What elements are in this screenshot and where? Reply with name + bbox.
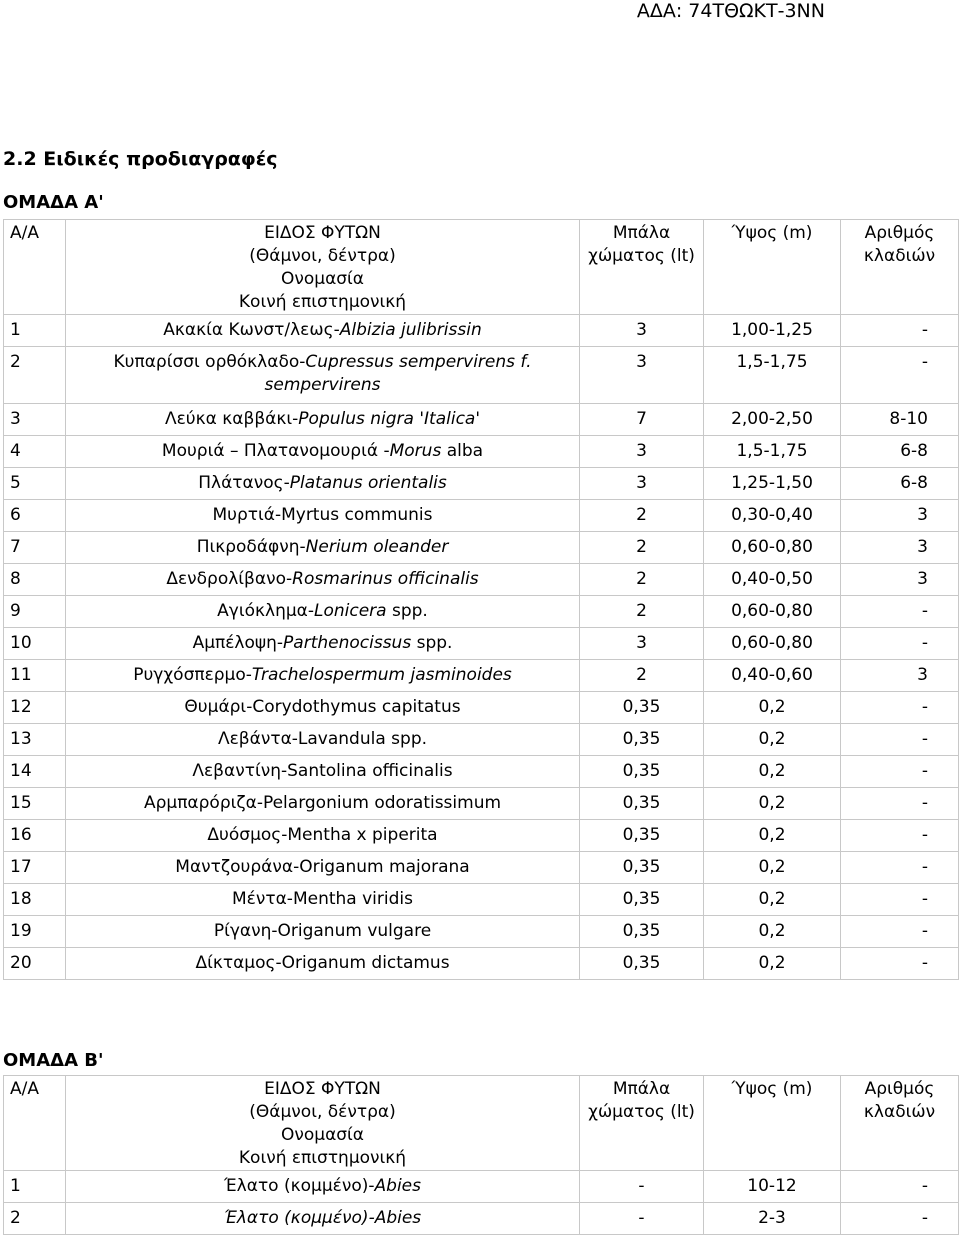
branch-count: -	[841, 596, 959, 628]
species-name	[66, 436, 580, 468]
species-name	[66, 884, 580, 916]
species-common: Ρυγχόσπερμο-	[133, 665, 252, 685]
header-aa	[4, 1076, 66, 1171]
row-number: 8	[4, 564, 66, 596]
group-b-title: ΟΜΑΔΑ Β'	[3, 1050, 104, 1071]
species-latin-suffix: spp.	[386, 601, 428, 621]
table-row	[4, 916, 959, 948]
species-common: Μέντα-Mentha viridis	[232, 889, 413, 909]
row-number: 15	[4, 788, 66, 820]
height-range: 2,00-2,50	[704, 404, 841, 436]
table-row	[4, 852, 959, 884]
branch-count: -	[841, 692, 959, 724]
species-latin: Albizia julibrissin	[339, 320, 482, 340]
height-range: 0,60-0,80	[704, 596, 841, 628]
branch-count: -	[841, 724, 959, 756]
species-common: Αγιόκλημα-	[217, 601, 314, 621]
ball-volume: 3	[580, 347, 704, 404]
row-number: 13	[4, 724, 66, 756]
table-row	[4, 948, 959, 980]
header-species-line: (Θάμνοι, δέντρα)	[249, 246, 396, 266]
branch-count: -	[841, 820, 959, 852]
species-latin: Cupressus sempervirens f. sempervirens	[264, 352, 532, 395]
species-name	[66, 1203, 580, 1235]
header-height-label: Ύψος (m)	[731, 1079, 813, 1099]
branch-count: 3	[841, 660, 959, 692]
header-ball	[580, 1076, 704, 1171]
table-row	[4, 660, 959, 692]
ball-volume: 3	[580, 436, 704, 468]
branch-count: 3	[841, 564, 959, 596]
species-common: Πλάτανος-	[198, 473, 290, 493]
header-row	[4, 220, 959, 315]
row-number: 20	[4, 948, 66, 980]
species-name	[66, 692, 580, 724]
header-ball-line: Μπάλα	[612, 1079, 671, 1099]
height-range: 1,5-1,75	[704, 436, 841, 468]
species-name	[66, 756, 580, 788]
height-range: 1,00-1,25	[704, 315, 841, 347]
height-range: 0,60-0,80	[704, 532, 841, 564]
species-latin: Abies	[374, 1176, 421, 1196]
ball-volume: 0,35	[580, 820, 704, 852]
header-species-line: (Θάμνοι, δέντρα)	[249, 1102, 396, 1122]
species-common: Κυπαρίσσι ορθόκλαδο-	[113, 352, 306, 372]
ball-volume: 3	[580, 468, 704, 500]
species-common: Δενδρολίβανο-	[166, 569, 293, 589]
row-number: 10	[4, 628, 66, 660]
height-range: 0,2	[704, 884, 841, 916]
species-common: Ακακία Κωνστ/λεως-	[163, 320, 340, 340]
row-number: 11	[4, 660, 66, 692]
header-branches	[841, 1076, 959, 1171]
group-a-table	[3, 219, 959, 980]
ball-volume: 3	[580, 628, 704, 660]
table-row	[4, 756, 959, 788]
ball-volume: 3	[580, 315, 704, 347]
height-range: 0,2	[704, 852, 841, 884]
height-range: 0,2	[704, 724, 841, 756]
species-common: Μυρτιά-Myrtus communis	[212, 505, 433, 525]
header-height-label: Ύψος (m)	[731, 223, 813, 243]
header-ball-line: χώματος (lt)	[588, 246, 695, 266]
branch-count: 6-8	[841, 436, 959, 468]
row-number: 9	[4, 596, 66, 628]
species-latin: Morus	[389, 441, 442, 461]
row-number: 14	[4, 756, 66, 788]
table-row	[4, 500, 959, 532]
ball-volume: -	[580, 1171, 704, 1203]
species-name	[66, 596, 580, 628]
species-name	[66, 852, 580, 884]
table-row	[4, 468, 959, 500]
species-common: Δίκταμος-Origanum dictamus	[195, 953, 450, 973]
ball-volume: 2	[580, 596, 704, 628]
table-row	[4, 436, 959, 468]
species-name	[66, 1171, 580, 1203]
height-range: 1,5-1,75	[704, 347, 841, 404]
row-number: 2	[4, 347, 66, 404]
row-number: 16	[4, 820, 66, 852]
height-range: 0,40-0,60	[704, 660, 841, 692]
species-latin: Lonicera	[314, 601, 387, 621]
species-common: Αμπέλοψη-	[192, 633, 284, 653]
branch-count: -	[841, 884, 959, 916]
row-number: 1	[4, 315, 66, 347]
ball-volume: 0,35	[580, 756, 704, 788]
header-row	[4, 1076, 959, 1171]
species-name	[66, 628, 580, 660]
species-latin: Abies	[374, 1208, 422, 1228]
table-row	[4, 347, 959, 404]
height-range: 2-3	[704, 1203, 841, 1235]
group-b-table	[3, 1075, 959, 1235]
ball-volume: 7	[580, 404, 704, 436]
branch-count: 8-10	[841, 404, 959, 436]
header-ball-line: Μπάλα	[612, 223, 671, 243]
ball-volume: 0,35	[580, 884, 704, 916]
species-common: Ρίγανη-Origanum vulgare	[213, 921, 432, 941]
species-name	[66, 404, 580, 436]
branch-count: -	[841, 756, 959, 788]
row-number: 17	[4, 852, 66, 884]
species-common: Θυμάρι-Corydothymus capitatus	[184, 697, 461, 717]
height-range: 0,2	[704, 916, 841, 948]
species-name	[66, 564, 580, 596]
height-range: 0,30-0,40	[704, 500, 841, 532]
species-name	[66, 468, 580, 500]
row-number: 4	[4, 436, 66, 468]
species-common: Μουριά – Πλατανομουριά -	[161, 441, 390, 461]
row-number: 2	[4, 1203, 66, 1235]
table-row	[4, 628, 959, 660]
ball-volume: 0,35	[580, 788, 704, 820]
header-branches-line: Αριθμός	[864, 1079, 935, 1099]
header-branches-line: Αριθμός	[864, 223, 935, 243]
species-latin: Nerium oleander	[305, 537, 449, 557]
species-latin-suffix: spp.	[411, 633, 453, 653]
table-row	[4, 315, 959, 347]
table-row	[4, 884, 959, 916]
header-species-line: Ονομασία	[280, 269, 365, 289]
branch-count: 3	[841, 532, 959, 564]
species-name	[66, 820, 580, 852]
header-branches	[841, 220, 959, 315]
ball-volume: 2	[580, 564, 704, 596]
ball-volume: -	[580, 1203, 704, 1235]
species-common: Μαντζουράνα-Origanum majorana	[175, 857, 470, 877]
branch-count: -	[841, 347, 959, 404]
height-range: 0,40-0,50	[704, 564, 841, 596]
header-branches-line: κλαδιών	[863, 246, 936, 266]
species-common: Λεβάντα-Lavandula spp.	[217, 729, 428, 749]
table-row	[4, 724, 959, 756]
species-name	[66, 315, 580, 347]
branch-count: -	[841, 1203, 959, 1235]
header-height	[704, 1076, 841, 1171]
header-height	[704, 220, 841, 315]
table-row	[4, 1203, 959, 1235]
group-a-title: ΟΜΑΔΑ Α'	[3, 192, 104, 213]
height-range: 0,2	[704, 756, 841, 788]
ball-volume: 0,35	[580, 916, 704, 948]
species-name	[66, 500, 580, 532]
species-latin: Rosmarinus officinalis	[292, 569, 479, 589]
species-name	[66, 724, 580, 756]
row-number: 5	[4, 468, 66, 500]
header-aa-label: Α/Α	[10, 1079, 39, 1099]
species-common: Δυόσμος-Mentha x piperita	[207, 825, 438, 845]
branch-count: -	[841, 788, 959, 820]
branch-count: -	[841, 628, 959, 660]
header-species-line: Κοινή επιστημονική	[238, 1148, 407, 1168]
species-name	[66, 948, 580, 980]
header-species-line: Κοινή επιστημονική	[238, 292, 407, 312]
header-ball-line: χώματος (lt)	[588, 1102, 695, 1122]
section-title: 2.2 Ειδικές προδιαγραφές	[3, 148, 278, 170]
species-name	[66, 532, 580, 564]
height-range: 0,60-0,80	[704, 628, 841, 660]
header-species-line: Ονομασία	[280, 1125, 365, 1145]
species-name	[66, 347, 580, 404]
header-branches-line: κλαδιών	[863, 1102, 936, 1122]
table-row	[4, 596, 959, 628]
species-name	[66, 788, 580, 820]
row-number: 1	[4, 1171, 66, 1203]
height-range: 1,25-1,50	[704, 468, 841, 500]
branch-count: -	[841, 315, 959, 347]
species-name	[66, 660, 580, 692]
branch-count: -	[841, 852, 959, 884]
species-latin: Populus nigra 'Italica'	[298, 409, 481, 429]
row-number: 3	[4, 404, 66, 436]
table-row	[4, 820, 959, 852]
height-range: 0,2	[704, 692, 841, 724]
table-row	[4, 404, 959, 436]
ball-volume: 2	[580, 500, 704, 532]
species-name	[66, 916, 580, 948]
ball-volume: 0,35	[580, 724, 704, 756]
species-common: Πικροδάφνη-	[196, 537, 306, 557]
branch-count: 6-8	[841, 468, 959, 500]
row-number: 7	[4, 532, 66, 564]
branch-count: 3	[841, 500, 959, 532]
height-range: 10-12	[704, 1171, 841, 1203]
branch-count: -	[841, 1171, 959, 1203]
species-common: Λεβαντίνη-Santolina officinalis	[192, 761, 453, 781]
row-number: 19	[4, 916, 66, 948]
species-latin: Platanus orientalis	[289, 473, 447, 493]
species-latin-suffix: alba	[441, 441, 484, 461]
ball-volume: 0,35	[580, 948, 704, 980]
header-ball	[580, 220, 704, 315]
header-species	[66, 220, 580, 315]
header-aa-label: Α/Α	[10, 223, 39, 243]
table-row	[4, 788, 959, 820]
species-common: Έλατο (κομμένο)-	[224, 1176, 375, 1196]
branch-count: -	[841, 916, 959, 948]
ball-volume: 0,35	[580, 692, 704, 724]
species-latin: Parthenocissus	[283, 633, 412, 653]
species-common: Λεύκα καββάκι-	[164, 409, 299, 429]
row-number: 6	[4, 500, 66, 532]
species-common: Αρμπαρόριζα-Pelargonium odoratissimum	[143, 793, 502, 813]
height-range: 0,2	[704, 948, 841, 980]
table-row	[4, 564, 959, 596]
header-species-line: ΕΙΔΟΣ ΦΥΤΩΝ	[264, 223, 381, 243]
row-number: 18	[4, 884, 66, 916]
ada-header: ΑΔΑ: 74ΤΘΩΚΤ-3ΝΝ	[636, 0, 825, 22]
header-species	[66, 1076, 580, 1171]
row-number: 12	[4, 692, 66, 724]
ball-volume: 2	[580, 660, 704, 692]
header-species-line: ΕΙΔΟΣ ΦΥΤΩΝ	[264, 1079, 381, 1099]
header-aa	[4, 220, 66, 315]
height-range: 0,2	[704, 788, 841, 820]
height-range: 0,2	[704, 820, 841, 852]
branch-count: -	[841, 948, 959, 980]
table-row	[4, 1171, 959, 1203]
species-latin: Trachelospermum jasminoides	[251, 665, 512, 685]
species-common: Έλατο (κομμένο)-	[223, 1208, 375, 1228]
table-row	[4, 532, 959, 564]
ball-volume: 2	[580, 532, 704, 564]
table-row	[4, 692, 959, 724]
ball-volume: 0,35	[580, 852, 704, 884]
